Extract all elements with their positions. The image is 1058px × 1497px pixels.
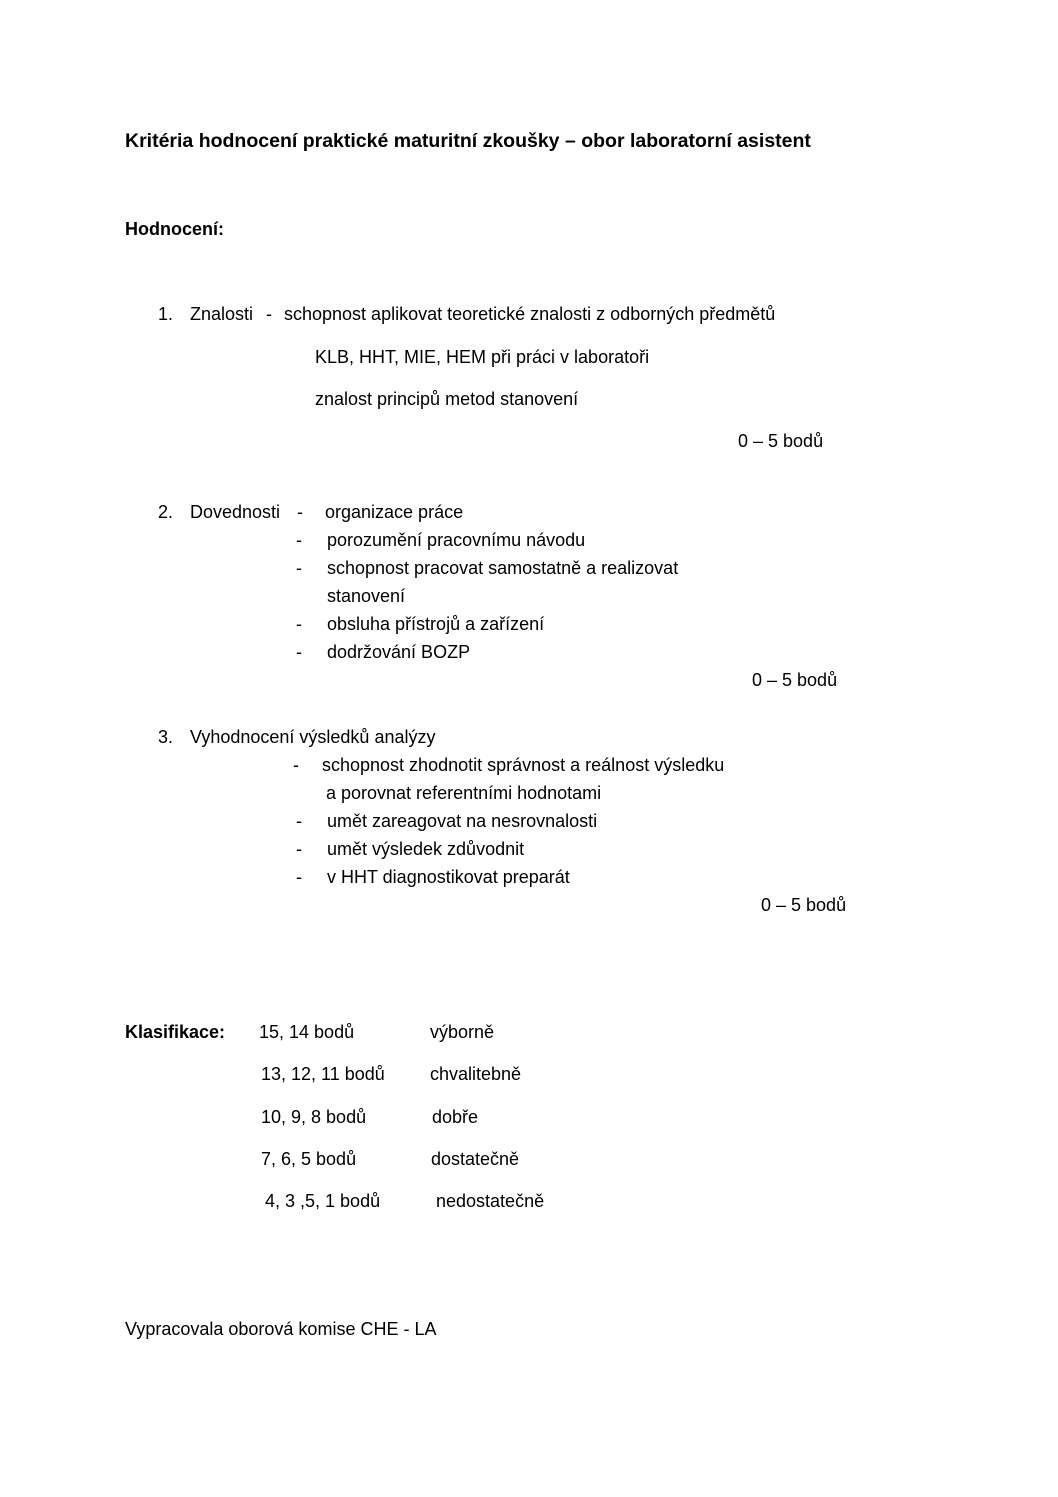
criterion-line: dodržování BOZP bbox=[327, 642, 471, 662]
criterion-line: schopnost pracovat samostatně a realizovat bbox=[327, 558, 679, 578]
evaluation-heading: Hodnocení: bbox=[125, 219, 224, 239]
bullet-dash: - bbox=[296, 558, 302, 578]
criterion-line: stanovení bbox=[327, 586, 406, 606]
criterion-points: 0 – 5 bodů bbox=[738, 431, 824, 451]
criterion-name: Vyhodnocení výsledků analýzy bbox=[190, 727, 436, 747]
criterion-points: 0 – 5 bodů bbox=[752, 670, 838, 690]
bullet-dash: - bbox=[293, 755, 299, 775]
classification-points: 7, 6, 5 bodů bbox=[261, 1149, 357, 1169]
bullet-dash: - bbox=[296, 614, 302, 634]
footer-note: Vypracovala oborová komise CHE - LA bbox=[125, 1319, 437, 1339]
criterion-line: obsluha přístrojů a zařízení bbox=[327, 614, 545, 634]
criterion-line: a porovnat referentními hodnotami bbox=[326, 783, 602, 803]
criterion-line: schopnost aplikovat teoretické znalosti z odborných předmětů bbox=[284, 304, 776, 324]
criterion-line: v HHT diagnostikovat preparát bbox=[327, 867, 570, 887]
classification-grade: nedostatečně bbox=[436, 1191, 545, 1211]
criterion-name: Znalosti bbox=[190, 304, 254, 324]
criterion-separator: - bbox=[266, 304, 272, 324]
criterion-line: umět výsledek zdůvodnit bbox=[327, 839, 525, 859]
bullet-dash: - bbox=[296, 867, 302, 887]
criterion-number: 2. bbox=[158, 502, 174, 522]
criterion-line: schopnost zhodnotit správnost a reálnost výsledku bbox=[322, 755, 725, 775]
criterion-number: 3. bbox=[158, 727, 174, 747]
bullet-dash: - bbox=[296, 811, 302, 831]
criterion-line: KLB, HHT, MIE, HEM při práci v laboratoři bbox=[315, 347, 650, 367]
criterion-points: 0 – 5 bodů bbox=[761, 895, 847, 915]
bullet-dash: - bbox=[296, 839, 302, 859]
classification-points: 10, 9, 8 bodů bbox=[261, 1107, 367, 1127]
criterion-line: umět zareagovat na nesrovnalosti bbox=[327, 811, 598, 831]
classification-grade: dostatečně bbox=[431, 1149, 520, 1169]
bullet-dash: - bbox=[296, 642, 302, 662]
classification-label: Klasifikace: bbox=[125, 1022, 226, 1042]
document-title: Kritéria hodnocení praktické maturitní zkoušky – obor laboratorní asistent bbox=[125, 130, 811, 152]
classification-points: 4, 3 ,5, 1 bodů bbox=[265, 1191, 381, 1211]
criterion-number: 1. bbox=[158, 304, 174, 324]
criterion-separator: - bbox=[297, 502, 303, 522]
classification-points: 15, 14 bodů bbox=[259, 1022, 355, 1042]
classification-grade: dobře bbox=[432, 1107, 479, 1127]
classification-grade: výborně bbox=[430, 1022, 495, 1042]
criterion-line: organizace práce bbox=[325, 502, 464, 522]
criterion-line: porozumění pracovnímu návodu bbox=[327, 530, 586, 550]
bullet-dash: - bbox=[296, 530, 302, 550]
classification-grade: chvalitebně bbox=[430, 1064, 522, 1084]
criterion-name: Dovednosti bbox=[190, 502, 281, 522]
classification-points: 13, 12, 11 bodů bbox=[261, 1064, 385, 1084]
criterion-line: znalost principů metod stanovení bbox=[315, 389, 579, 409]
